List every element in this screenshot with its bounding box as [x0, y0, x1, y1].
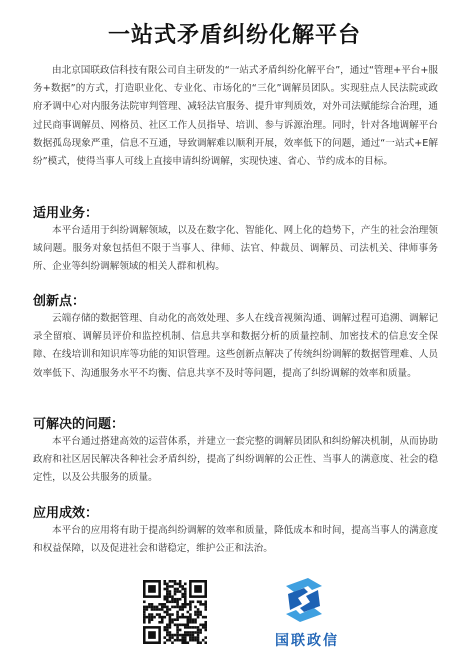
section-heading-innovation: 创新点： [33, 294, 86, 309]
section-heading-applicable-business: 适用业务： [33, 206, 99, 221]
section-heading-application-results: 应用成效： [33, 506, 99, 521]
section-body-solvable-problems: 本平台通过搭建高效的运营体系，并建立一套完整的调解员团队和纠纷解决机制，从而协助政府和社区居民解决各种社会矛盾纠纷，提高了纠纷调解的公正性、当事人的满意度、社会的稳定性，以及公共服务的质量。 [33, 436, 438, 484]
page-title: 一站式矛盾纠纷化解平台 [107, 23, 361, 48]
section-body-innovation: 云端存储的数据管理、自动化的高效处理、多人在线音视频沟通、调解过程可追溯、调解记录全留痕、调解员评价和监控机制、信息共享和数据分析的质量控制、加密技术的信息安全保障、在线培训和知识库等功能的知识管理。这些创新点解决了传统纠纷调解的数据管理难、人员效率低下、沟通服务水平不均衡、信息共享不及时等问题，提高了纠纷调解的效率和质量。 [33, 313, 438, 379]
section-body-applicable-business: 本平台适用于纠纷调解领域，以及在数字化、智能化、网上化的趋势下，产生的社会治理领域问题。服务对象包括但不限于当事人、律师、法官、仲裁员、调解员、司法机关、律师事务所、企业等纠纷调解领域的相关人群和机构。 [33, 225, 438, 273]
company-logo [262, 574, 352, 654]
logo-text: 国联政信 [275, 633, 339, 649]
section-body-application-results: 本平台的应用将有助于提高纠纷调解的效率和质量，降低成本和时间，提高当事人的满意度和权益保障，以及促进社会和谐稳定，维护公正和法治。 [33, 525, 438, 555]
section-heading-solvable-problems: 可解决的问题： [33, 417, 125, 432]
intro-paragraph: 由北京国联政信科技有限公司自主研发的“一站式矛盾纠纷化解平台”，通过“管理+平台+服务+数据”的方式，打造职业化、专业化、市场化的“三化”调解员团队。实现驻点人民法院或政府矛调中心对内服务法院审判管理、减轻法官服务、提升审判质效，对外司法赋能综合治理，通过民商事调解员、网格员、社区工作人员指导、培训、参与诉源治理。同时，针对各地调解平台数据孤岛现象严重，信息不互通，导致调解难以顺利开展，效率低下的问题，通过“一站式+E解纷”模式，使得当事人可线上直接申请纠纷调解，实现快速、省心、节约成本的目标。 [33, 65, 438, 168]
footer [0, 574, 469, 657]
guolian-logo-icon [278, 574, 330, 626]
qr-code-icon [143, 580, 207, 644]
